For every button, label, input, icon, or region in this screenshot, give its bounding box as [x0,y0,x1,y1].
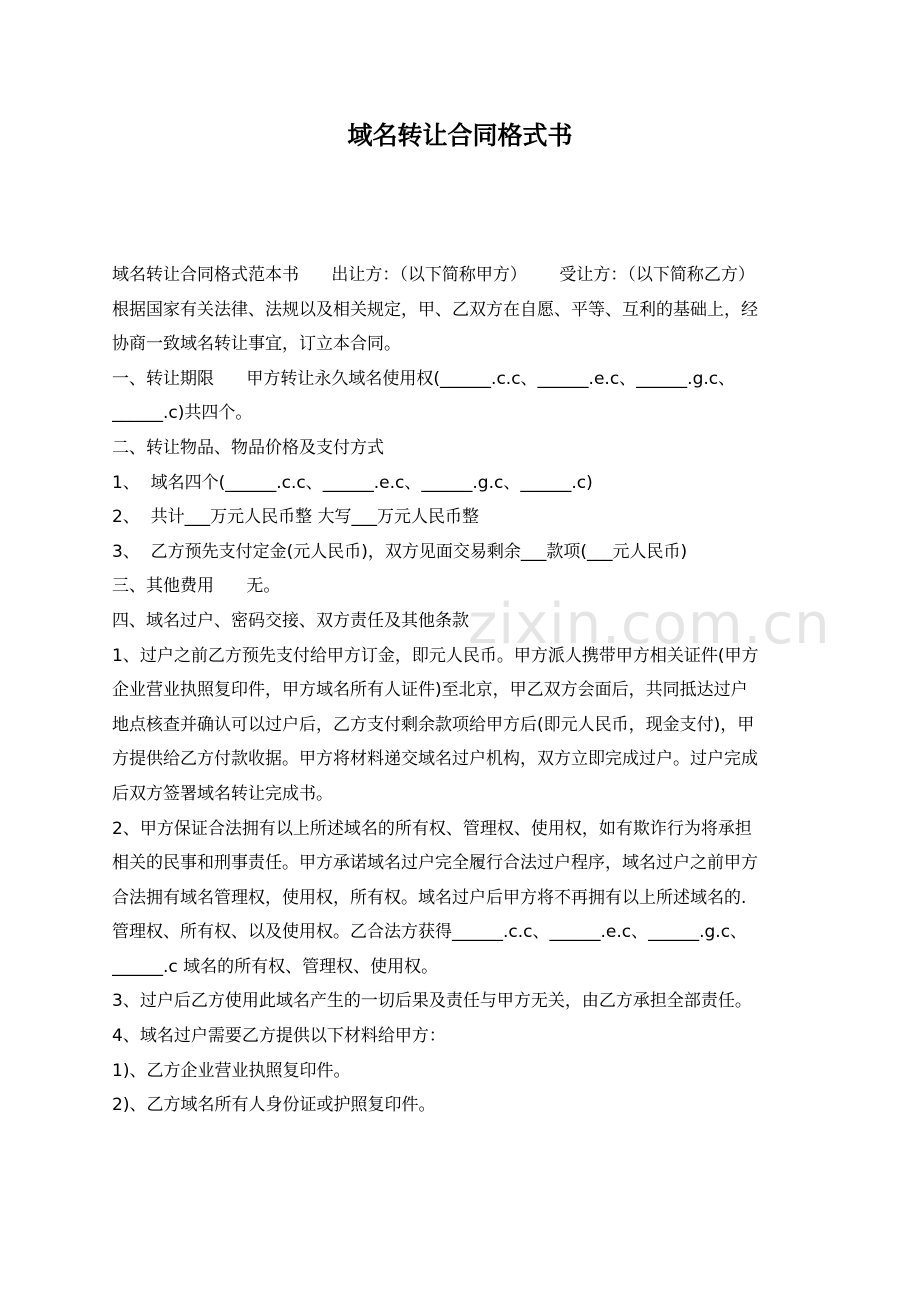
body-line: 地点核查并确认可以过户后，乙方支付剩余款项给甲方后(即元人民币，现金支付)，甲 [112,714,755,735]
body-line: ______.c)共四个。 [112,403,253,424]
body-line: 合法拥有域名管理权，使用权，所有权。域名过户后甲方将不再拥有以上所述域名的. [112,887,747,908]
body-line: 一、转让期限 甲方转让永久域名使用权(______.c.c、______.e.c、______.g.c、 [112,368,736,389]
body-line: 方提供给乙方付款收据。甲方将材料递交域名过户机构，双方立即完成过户。过户完成 [112,749,758,770]
body-line: 相关的民事和刑事责任。甲方承诺域名过户完全履行合法过户程序，域名过户之前甲方 [112,853,758,874]
body-line: 1)、乙方企业营业执照复印件。 [112,1060,351,1081]
body-line: 企业营业执照复印件，甲方域名所有人证件)至北京，甲乙双方会面后，共同抵达过户 [112,680,748,701]
body-line: 4、域名过户需要乙方提供以下材料给甲方： [112,1026,446,1047]
document-body [112,258,820,1123]
section-heading: 四、域名过户、密码交接、双方责任及其他条款 [112,610,469,631]
section-heading: 二、转让物品、物品价格及支付方式 [112,437,384,458]
body-line: 2)、乙方域名所有人身份证或护照复印件。 [112,1095,436,1116]
body-line: 域名转让合同格式范本书 出让方：（以下简称甲方） 受让方：（以下简称乙方） [112,265,755,285]
document-title: 域名转让合同格式书 [347,121,573,150]
body-line: 2、甲方保证合法拥有以上所述域名的所有权、管理权、使用权，如有欺诈行为将承担 [112,818,752,839]
body-line: 管理权、所有权、以及使用权。乙合法方获得______.c.c、______.e.c、______.g.c、 [112,922,748,943]
body-line: 3、 乙方预先支付定金(元人民币)，双方见面交易剩余___款项(___元人民币) [112,541,688,562]
watermark-text: zixin.com.cn [468,592,831,657]
body-line: 协商一致域名转让事宜，订立本合同。 [112,334,401,355]
section-heading: 三、其他费用 无。 [112,576,281,597]
body-line: ______.c 域名的所有权、管理权、使用权。 [112,956,439,977]
body-line: 1、过户之前乙方预先支付给甲方订金，即元人民币。甲方派人携带甲方相关证件(甲方 [112,645,759,666]
body-line: 后双方签署域名转让完成书。 [112,783,333,804]
body-line: 2、 共计___万元人民币整 大写___万元人民币整 [112,507,480,528]
body-line: 根据国家有关法律、法规以及相关规定，甲、乙双方在自愿、平等、互利的基础上，经 [112,299,758,320]
body-line: 3、过户后乙方使用此域名产生的一切后果及责任与甲方无关，由乙方承担全部责任。 [112,991,752,1012]
body-line: 1、 域名四个(______.c.c、______.e.c、______.g.c、______.c) [112,472,593,493]
